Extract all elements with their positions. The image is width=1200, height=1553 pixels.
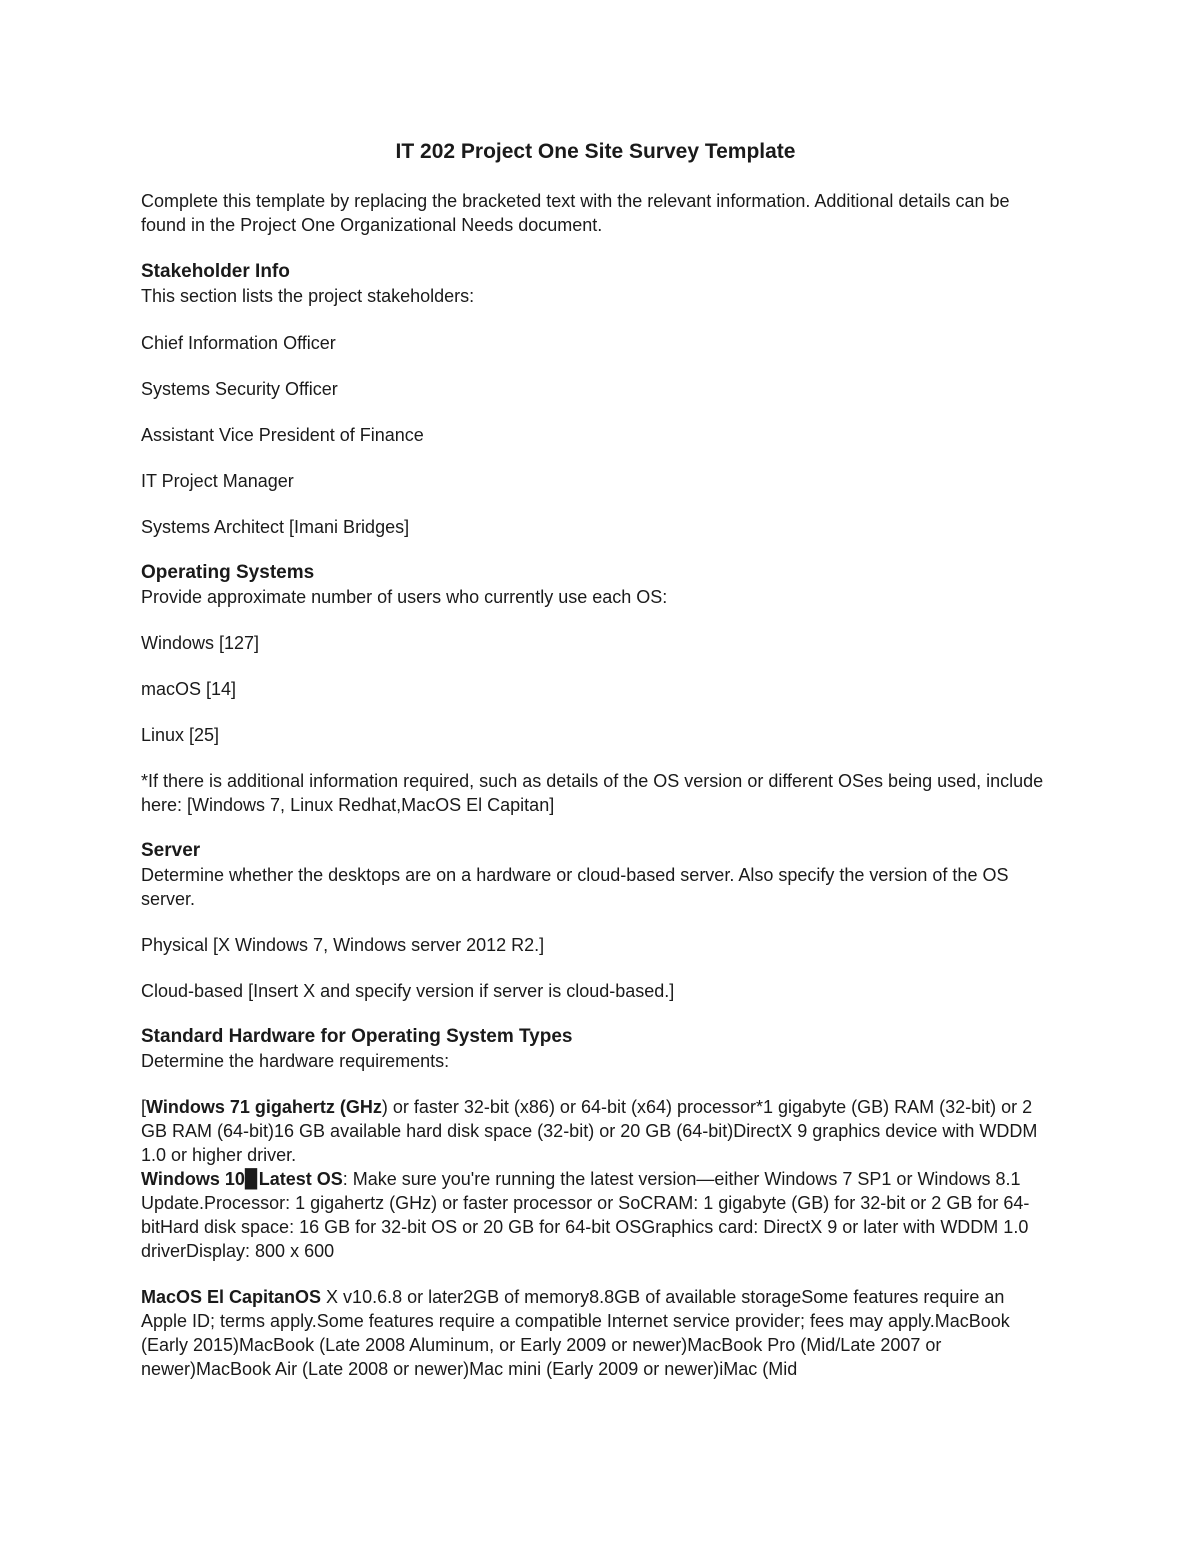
document-title: IT 202 Project One Site Survey Template <box>395 140 796 163</box>
clapper-icon: ▉ <box>244 1169 259 1189</box>
bracket-open: [ <box>141 1097 147 1117</box>
latest-os-label: Latest OS <box>258 1169 343 1189</box>
macos-label: MacOS El CapitanOS <box>141 1287 322 1307</box>
stakeholder-item: Assistant Vice President of Finance <box>141 425 424 445</box>
windows7-requirements <box>141 1095 1050 1167</box>
hardware-description: Determine the hardware requirements: <box>141 1051 450 1071</box>
os-heading: Operating Systems <box>141 562 315 583</box>
server-description: Determine whether the desktops are on a hardware or cloud-based server. Also specify the version of the OS server. <box>141 865 1009 909</box>
windows10-text: : Make sure you're running the latest version—either Windows 7 SP1 or Windows 8.1 Update.Processor: 1 gigahertz (GHz) or faster processor or SoCRAM: 1 gigabyte (GB) for 32-bit or 2 GB for 64-bitHard disk space: 16 GB for 32-bit OS or 20 GB for 64-bit OSGraphics card: DirectX 9 or later with WDDM 1.0 driverDisplay: 800 x 600 <box>141 1169 1030 1261</box>
windows10-requirements <box>141 1167 1050 1263</box>
os-description: Provide approximate number of users who currently use each OS: <box>141 587 668 607</box>
macos-requirements <box>141 1285 1050 1381</box>
os-item: Windows [127] <box>141 633 260 653</box>
server-item: Cloud-based [Insert X and specify version if server is cloud-based.] <box>141 981 675 1001</box>
os-item: macOS [14] <box>141 679 237 699</box>
stakeholder-item: IT Project Manager <box>141 471 294 491</box>
stakeholder-item: Systems Architect [Imani Bridges] <box>141 517 410 537</box>
server-heading: Server <box>141 840 201 861</box>
windows7-label: Windows 71 gigahertz (GHz <box>146 1097 382 1117</box>
stakeholder-heading: Stakeholder Info <box>141 261 290 282</box>
server-item: Physical [X Windows 7, Windows server 2012 R2.] <box>141 935 545 955</box>
intro-paragraph: Complete this template by replacing the bracketed text with the relevant information. Additional details can be found in the Project One Organizational Needs document. <box>141 191 1010 235</box>
stakeholder-item: Systems Security Officer <box>141 379 338 399</box>
windows7-text: ) or faster 32-bit (x86) or 64-bit (x64) processor*1 gigabyte (GB) RAM (32-bit) or 2 GB RAM (64-bit)16 GB available hard disk space (32-bit) or 20 GB (64-bit)DirectX 9 graphics device with WDDM 1.0 or higher driver. <box>141 1097 1038 1165</box>
stakeholder-description: This section lists the project stakeholders: <box>141 286 475 306</box>
os-item: Linux [25] <box>141 725 220 745</box>
hardware-heading: Standard Hardware for Operating System Types <box>141 1026 573 1047</box>
os-note: *If there is additional information required, such as details of the OS version or different OSes being used, include here: [Windows 7, Linux Redhat,MacOS El Capitan] <box>141 771 1044 815</box>
macos-text: X v10.6.8 or later2GB of memory8.8GB of available storageSome features require an Apple ID; terms apply.Some features require a compatible Internet service provider; fees may apply.MacBook (Early 2015)MacBook (Late 2008 Aluminum, or Early 2009 or newer)MacBook Pro (Mid/Late 2007 or newer)MacBook Air (Late 2008 or newer)Mac mini (Early 2009 or newer)iMac (Mid <box>141 1287 1010 1379</box>
windows10-label: Windows 10 <box>141 1169 245 1189</box>
stakeholder-item: Chief Information Officer <box>141 333 336 353</box>
